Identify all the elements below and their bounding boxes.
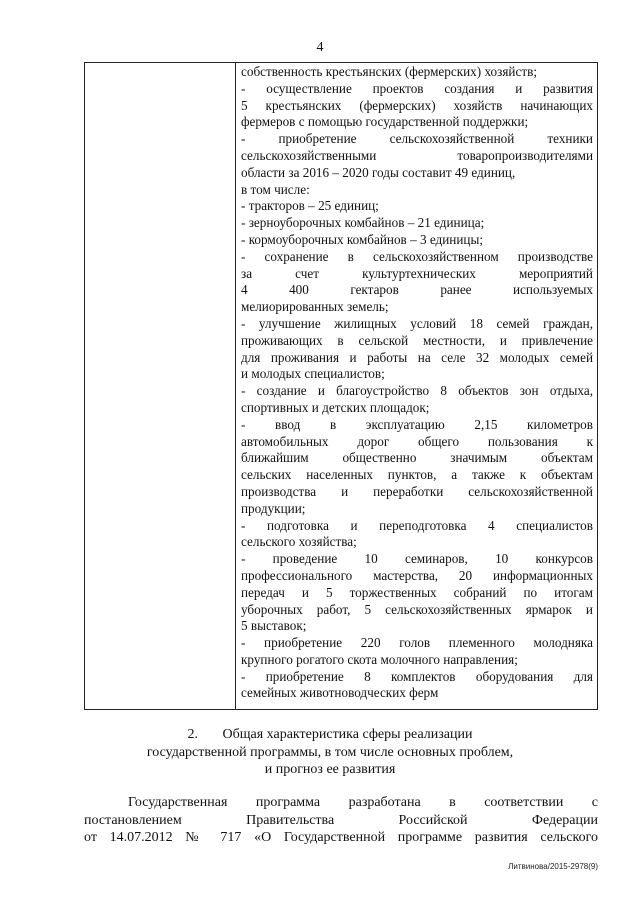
table-line: 4 400 гектаров ранее используемых [241, 282, 593, 298]
table-line: автомобильных дорог общего пользования к [241, 433, 593, 449]
table-line: продукции; [241, 500, 306, 516]
table-line: - кормоуборочных комбайнов – 3 единицы; [241, 231, 484, 247]
table-line: крупного рогатого скота молочного направления; [241, 651, 518, 667]
table-line: ближайшим общественно значимым объектам [241, 450, 593, 466]
table-line: семейных животноводческих ферм [241, 685, 439, 701]
table-line: и молодых специалистов; [241, 366, 385, 382]
table-line: - приобретение 220 голов племенного молодняка [241, 635, 593, 651]
table-line: проживающих в сельской местности, и привлечение [241, 332, 593, 348]
table-line: - сохранение в сельскохозяйственном производстве [241, 248, 593, 264]
table-line: - зерноуборочных комбайнов – 21 единица; [241, 215, 485, 231]
table-line: в том числе: [241, 181, 310, 197]
section-heading-line: государственной программы, в том числе основных проблем, [146, 744, 514, 760]
table-line: - проведение 10 семинаров, 10 конкурсов [241, 551, 593, 567]
table-line: сельскохозяйственными товаропроизводителями [241, 147, 593, 163]
table-line: области за 2016 – 2020 годы составит 49 единиц, [241, 164, 516, 180]
table-line: - подготовка и переподготовка 4 специалистов [241, 517, 593, 533]
section-heading-line: 2. Общая характеристика сферы реализации [187, 727, 473, 742]
table-line: мелиорированных земель; [241, 299, 389, 315]
section-heading-line: и прогноз ее развития [264, 762, 396, 777]
table-line: уборочных работ, 5 сельскохозяйственных ярмарок и [241, 601, 593, 617]
table-right-cell [241, 64, 593, 702]
body-paragraph [84, 794, 598, 847]
program-outcomes-table [84, 62, 598, 710]
table-line: для проживания и работы на селе 32 молодых семей [241, 349, 593, 365]
table-line: - приобретение сельскохозяйственной техники [241, 131, 593, 147]
table-line: собственность крестьянских (фермерских) хозяйств; [241, 64, 537, 79]
table-line: - ввод в эксплуатацию 2,15 километров [241, 416, 593, 432]
table-line: сельских населенных пунктов, а также к объектам [241, 467, 593, 483]
section-heading [100, 726, 560, 779]
table-line: - приобретение 8 комплектов оборудования для [241, 668, 593, 684]
table-left-cell [85, 63, 235, 709]
table-line: - осуществление проектов создания и развития [241, 80, 593, 96]
table-line: 5 выставок; [241, 618, 307, 634]
table-column-divider [235, 63, 236, 709]
table-line: спортивных и детских площадок; [241, 399, 430, 415]
table-line: профессионального мастерства, 20 информационных [241, 567, 593, 583]
table-line: - тракторов – 25 единиц; [241, 198, 379, 214]
table-line: передач и 5 торжественных собраний по итогам [241, 584, 593, 600]
table-line: сельского хозяйства; [241, 534, 357, 550]
table-line: производства и переработки сельскохозяйственной [241, 483, 593, 499]
body-line: Государственная программа разработана в соответствии с [128, 795, 598, 810]
table-line: - улучшение жилищных условий 18 семей граждан, [241, 315, 593, 331]
table-line: фермеров с помощью государственной поддержки; [241, 114, 529, 130]
body-line: постановлением Правительства Российской Федерации [84, 812, 598, 828]
table-line: за счет культуртехнических мероприятий [241, 265, 593, 281]
table-line: 5 крестьянских (фермерских) хозяйств начинающих [241, 97, 593, 113]
footer-document-code: Литвинова/2015-2978(9) [508, 862, 598, 871]
body-line: от 14.07.2012 № 717 «О Государственной программе развития сельского [84, 830, 598, 845]
page-number: 4 [316, 40, 324, 55]
table-line: - создание и благоустройство 8 объектов зон отдыха, [241, 383, 593, 399]
